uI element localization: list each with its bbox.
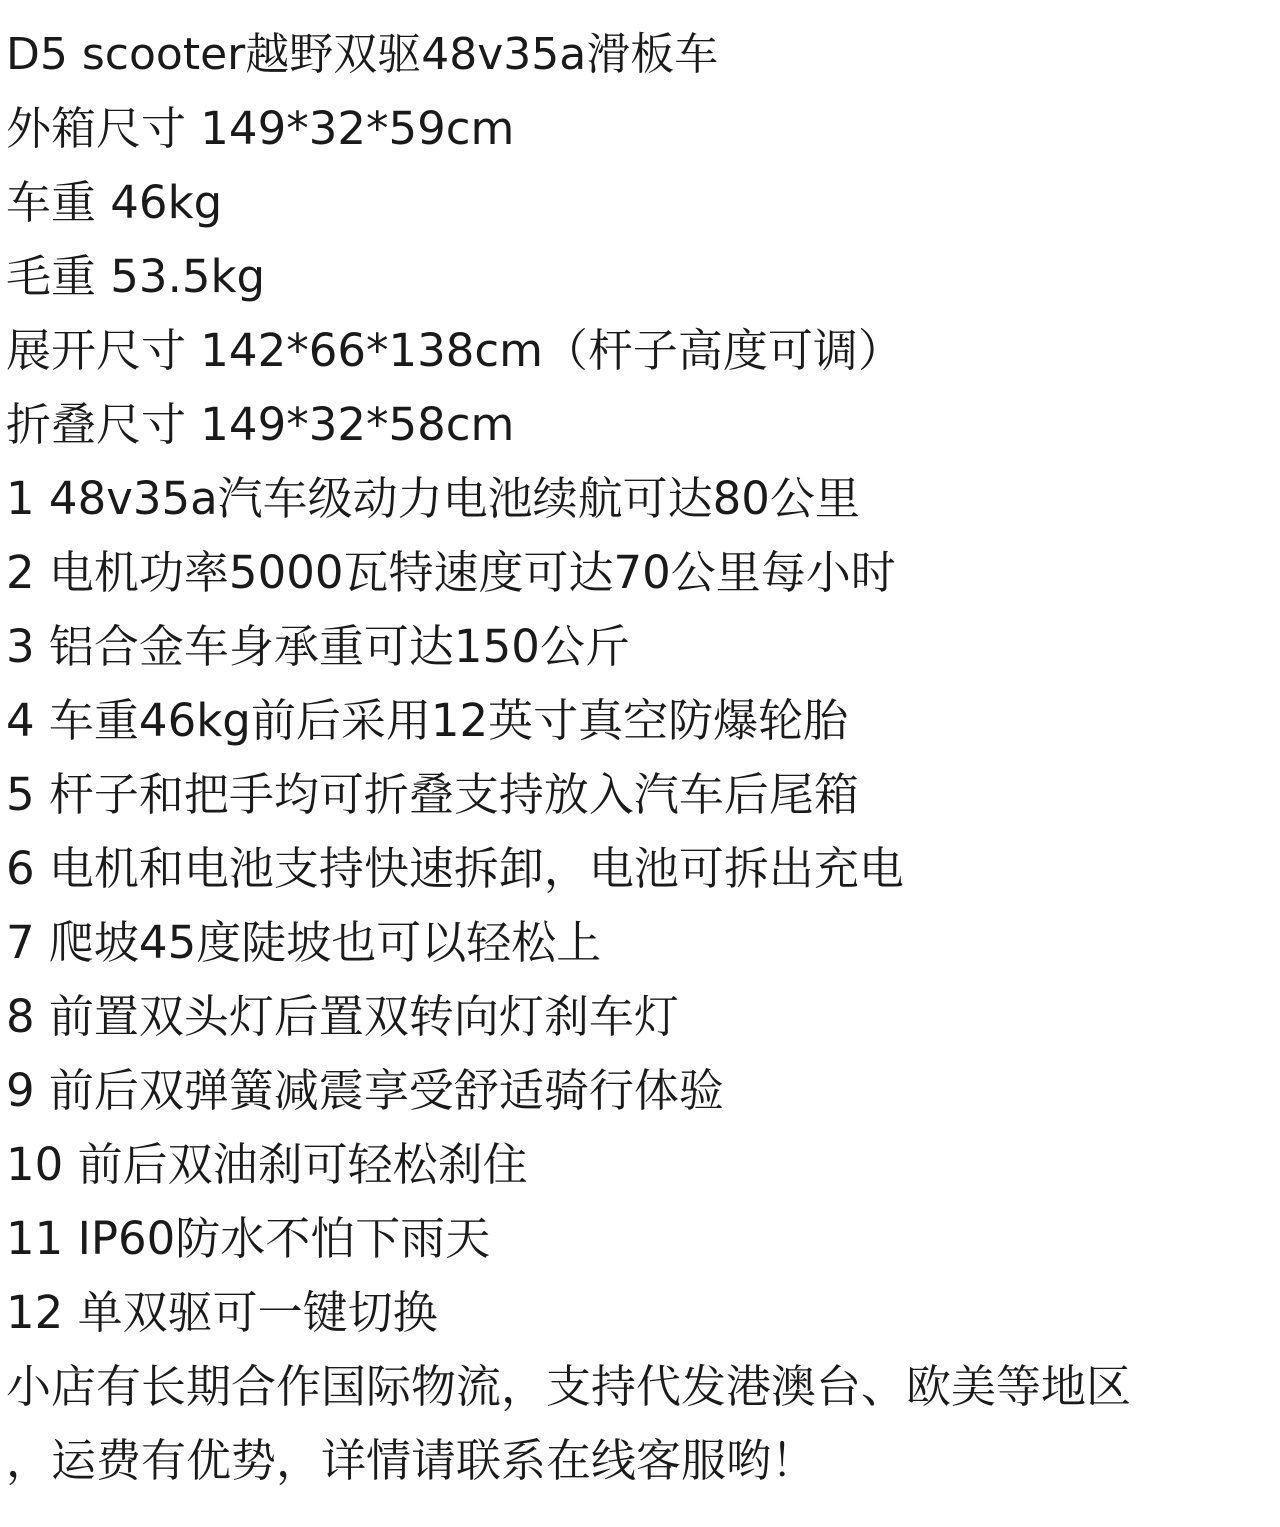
- feature-item-6: 6 电机和电池支持快速拆卸，电池可拆出充电: [6, 842, 904, 895]
- feature-item-5: 5 杆子和把手均可折叠支持放入汽车后尾箱: [6, 768, 859, 821]
- feature-item-8: 8 前置双头灯后置双转向灯刹车灯: [6, 990, 679, 1043]
- feature-item-4: 4 车重46kg前后采用12英寸真空防爆轮胎: [6, 694, 849, 747]
- spec-line-folded-size: 折叠尺寸 149*32*58cm: [6, 398, 515, 451]
- product-title: D5 scooter越野双驱48v35a滑板车: [6, 29, 719, 80]
- feature-item-7: 7 爬坡45度陡坡也可以轻松上: [6, 916, 602, 969]
- spec-line-carton-size: 外箱尺寸 149*32*59cm: [6, 102, 515, 155]
- spec-line-net-weight: 车重 46kg: [6, 176, 223, 229]
- feature-item-2: 2 电机功率5000瓦特速度可达70公里每小时: [6, 546, 896, 599]
- shipping-note-line-1: 小店有长期合作国际物流，支持代发港澳台、欧美等地区: [6, 1360, 1132, 1413]
- feature-item-12: 12 单双驱可一键切换: [6, 1286, 438, 1339]
- shipping-note-line-2: ，运费有优势，详情请联系在线客服哟！: [6, 1434, 817, 1487]
- feature-item-9: 9 前后双弹簧减震享受舒适骑行体验: [6, 1064, 724, 1117]
- spec-line-unfolded-size: 展开尺寸 142*66*138cm（杆子高度可调）: [6, 324, 903, 377]
- feature-item-10: 10 前后双油刹可轻松刹住: [6, 1138, 528, 1191]
- spec-line-gross-weight: 毛重 53.5kg: [6, 250, 266, 303]
- feature-item-11: 11 IP60防水不怕下雨天: [6, 1212, 491, 1265]
- feature-item-1: 1 48v35a汽车级动力电池续航可达80公里: [6, 472, 860, 525]
- feature-item-3: 3 铝合金车身承重可达150公斤: [6, 620, 630, 673]
